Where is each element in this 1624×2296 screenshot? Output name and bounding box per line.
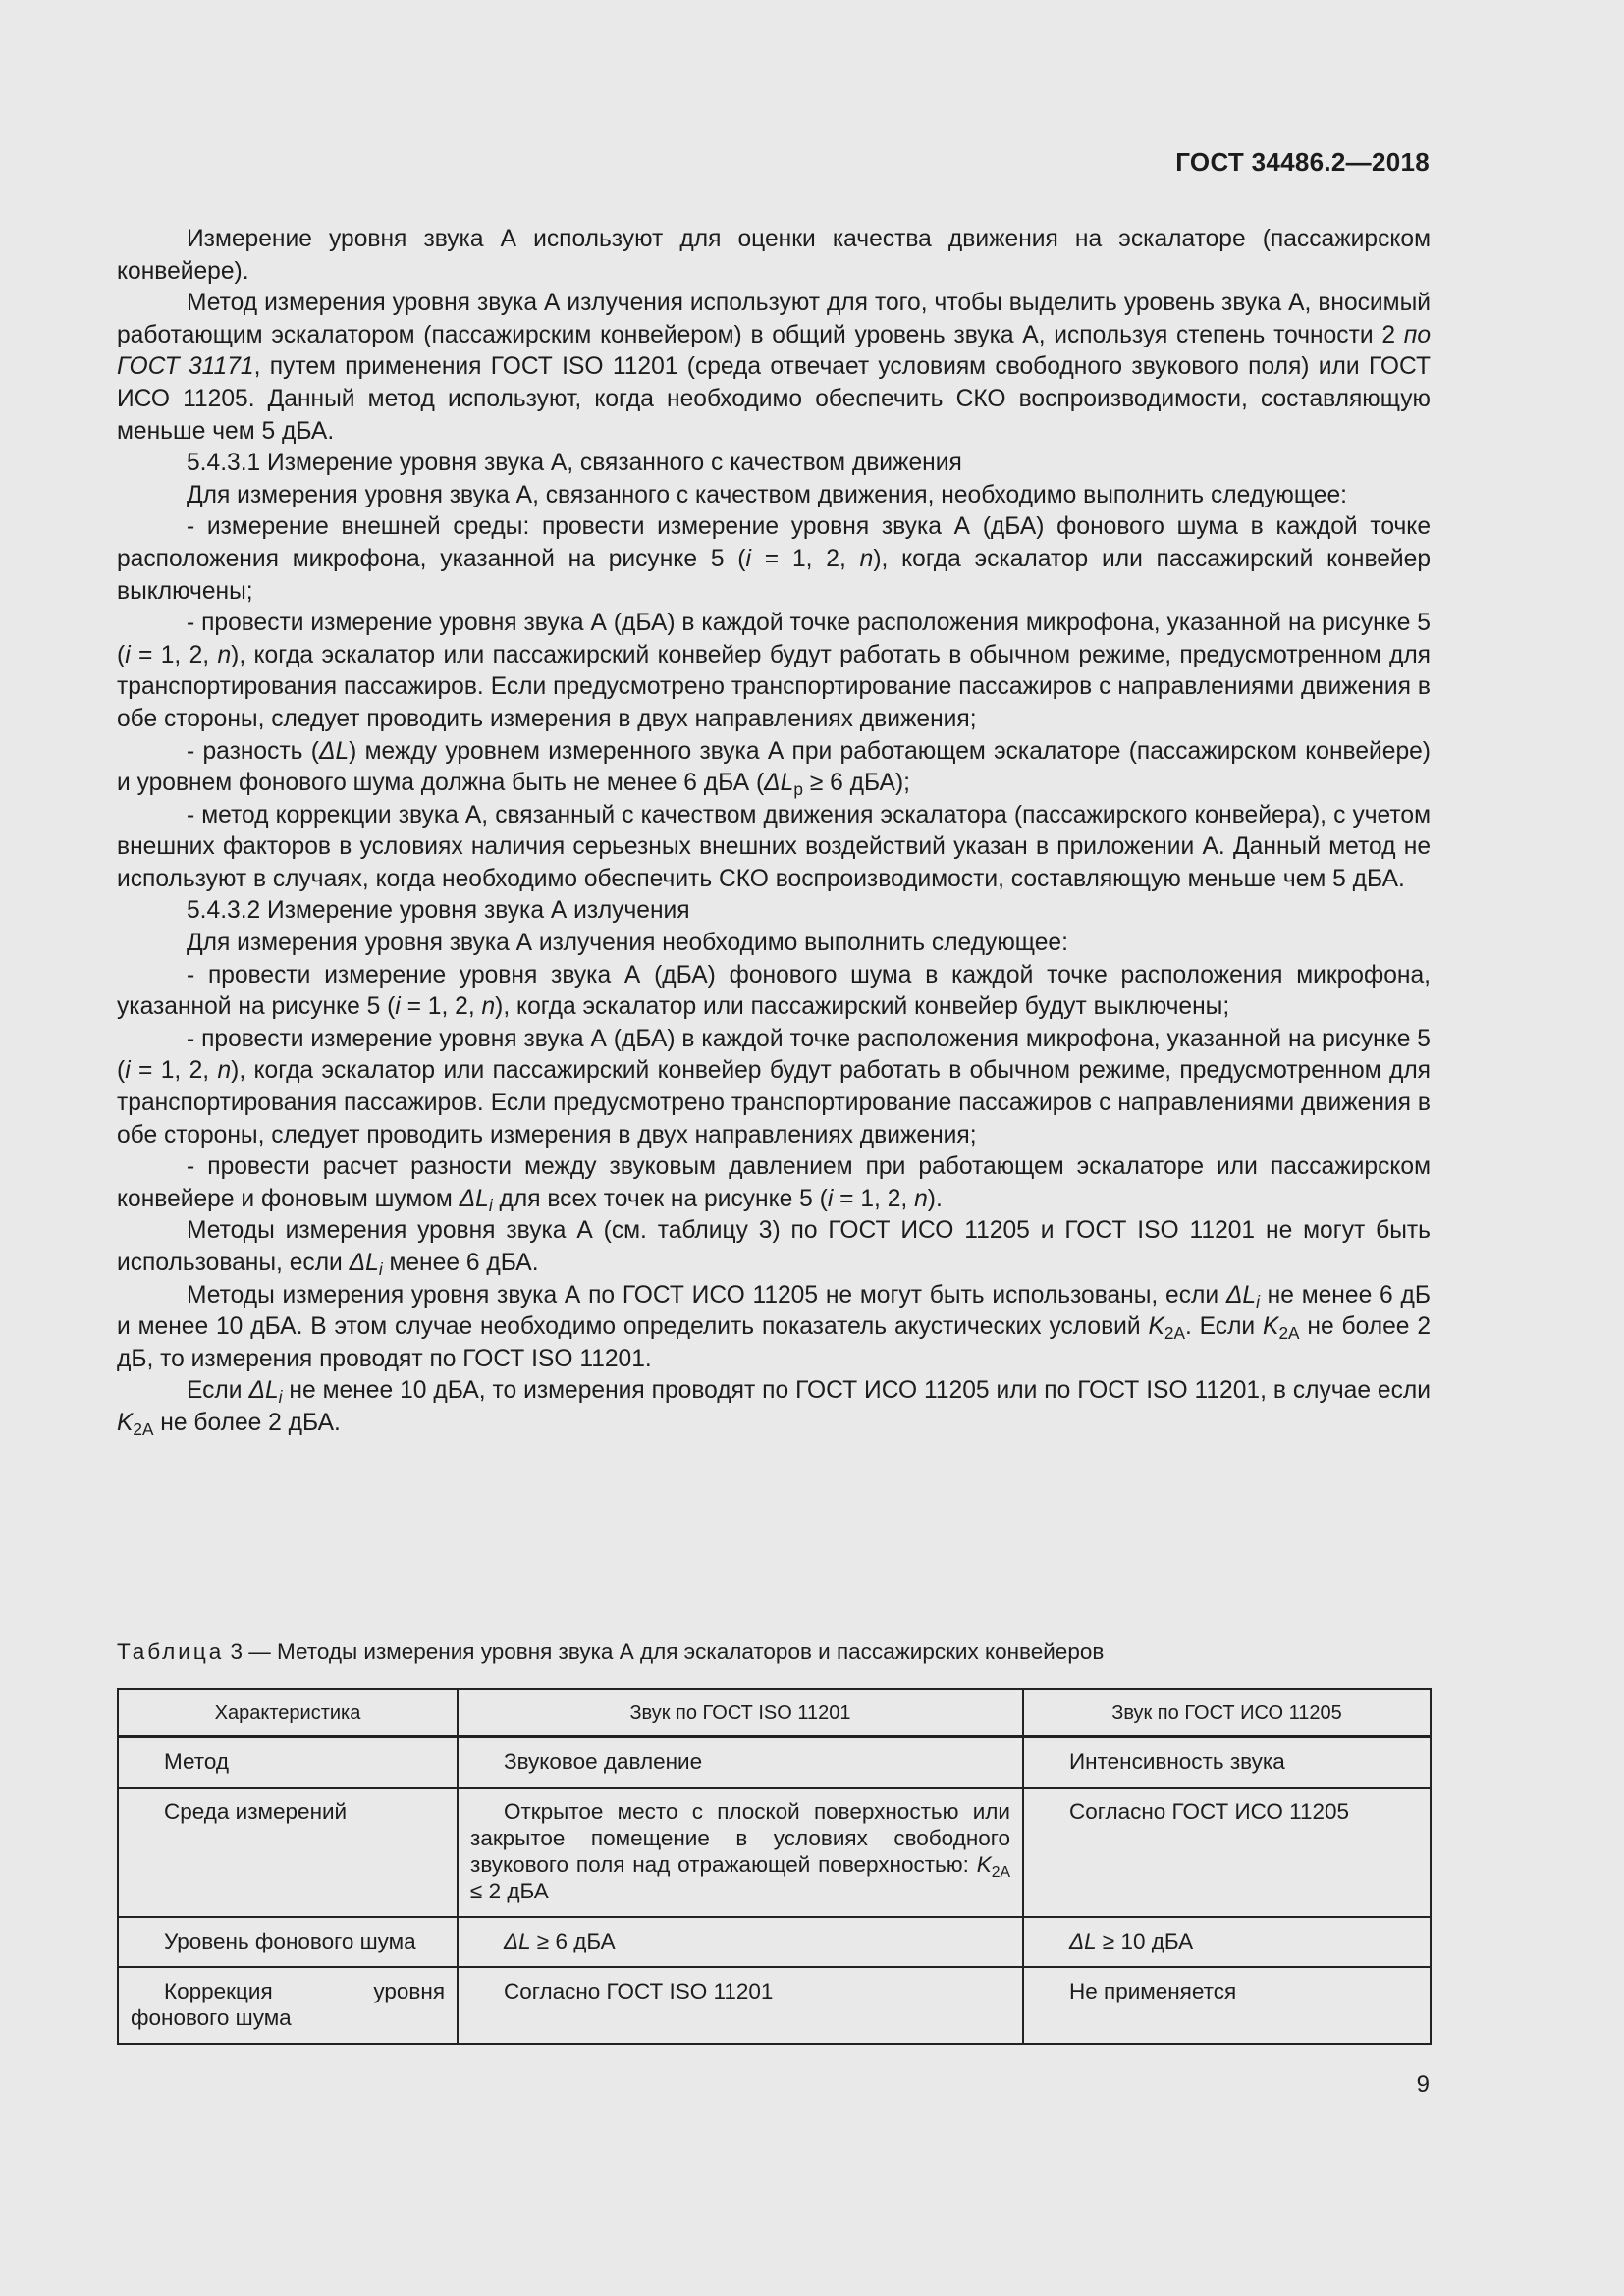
- cell-text-part: ≥ 10 дБА: [1096, 1929, 1194, 1953]
- paragraph-text: не менее 10 дБА, то измерения проводят по ГОСТ ИСО 11205 или по ГОСТ ISO 11201, в случае если: [282, 1377, 1431, 1405]
- list-item-text: = 1, 2,: [400, 993, 482, 1021]
- cell-text: [470, 1798, 1010, 1904]
- math-subscript: i: [488, 1195, 493, 1215]
- list-item-text: для всех точек на рисунке 5 (: [492, 1185, 828, 1212]
- math-subscript: i: [378, 1259, 383, 1279]
- math-subscript: 2A: [133, 1418, 154, 1439]
- math-var: n: [481, 993, 496, 1021]
- math-subscript: i: [278, 1387, 283, 1408]
- paragraph-text: Измерение уровня звука А используют для оценки качества движения на эскалаторе (пассажирском конвейере).: [117, 226, 1431, 285]
- paragraph-text: не более 2 дБА.: [153, 1409, 341, 1436]
- table-cell: [458, 1736, 1023, 1788]
- list-item-text: = 1, 2,: [130, 641, 218, 668]
- table-cell: [118, 1788, 458, 1917]
- list-item-text: ), когда эскалатор или пассажирский конвейер выключены;: [117, 545, 1432, 605]
- table-cell: [118, 1967, 458, 2044]
- table-row: [118, 1917, 1431, 1967]
- paragraph-text: , путем применения ГОСТ ISO 11201 (среда отвечает условиям свободного звукового поля) или ГОСТ ИСО 11205. Данный метод используют, когда необходимо обеспечить СКО воспроизводимости, составляющую меньше чем 5 дБА.: [117, 353, 1431, 445]
- list-item-text: = 1, 2,: [833, 1185, 915, 1212]
- math-subscript: 2A: [1164, 1323, 1185, 1344]
- list-item: [117, 736, 1431, 800]
- list-item-text: ), когда эскалатор или пассажирский конвейер будут работать в обычном режиме, предусмотренном для транспортирования пассажиров. Если предусмотрено транспортирование пассажиров с направлениями движения в обе стороны, следует проводить измерения в двух направлениях движения;: [117, 641, 1432, 732]
- math-subscript: 2A: [991, 1864, 1010, 1881]
- table-cell: [1023, 1967, 1431, 2044]
- paragraph-text: Для измерения уровня звука А, связанного с качеством движения, необходимо выполнить следующее:: [187, 481, 1347, 508]
- cell-text: Не применяется: [1069, 1979, 1237, 2003]
- math-var: K: [117, 1409, 134, 1436]
- list-item-text: - провести расчет разности между звуковым давлением при работающем эскалаторе или пассажирском конвейере и фоновым шумом: [117, 1153, 1431, 1212]
- table-header-row: [118, 1689, 1431, 1736]
- list-item-text: - метод коррекции звука А, связанный с качеством движения эскалатора (пассажирского конвейера), с учетом внешних факторов в условиях наличия серьезных внешних воздействий указан в приложении А. Данный метод не используют в случаях, когда необходимо обеспечить СКО воспроизводимости, составляющую меньше чем 5 дБА.: [117, 801, 1431, 892]
- table-cell: [458, 1788, 1023, 1917]
- math-var: i: [745, 545, 751, 572]
- list-item-text: ), когда эскалатор или пассажирский конвейер будут работать в обычном режиме, предусмотренном для транспортирования пассажиров. Если предусмотрено транспортирование пассажиров с направлениями движения в обе стороны, следует проводить измерения в двух направлениях движения;: [117, 1057, 1432, 1148]
- standard-reference: по ГОСТ 31171: [117, 321, 1431, 381]
- paragraph: [117, 480, 1431, 512]
- math-var: n: [859, 545, 874, 572]
- math-var: i: [125, 641, 131, 668]
- paragraph-text: Методы измерения уровня звука А по ГОСТ ИСО 11205 не могут быть использованы, если: [187, 1281, 1226, 1308]
- math-var: ΔL: [1225, 1281, 1257, 1308]
- table-caption: [117, 1639, 1104, 1665]
- paragraph: [117, 224, 1431, 288]
- math-var: K: [1263, 1313, 1279, 1341]
- table-cell: [118, 1736, 458, 1788]
- math-var: ΔL: [248, 1377, 279, 1405]
- paragraph-text: не более 2 дБ, то измерения проводят по ГОСТ ISO 11201.: [117, 1313, 1431, 1372]
- list-item: [117, 511, 1431, 608]
- cell-text: Коррекция уровня фонового шума: [131, 1979, 445, 2030]
- paragraph-text: . Если: [1184, 1313, 1264, 1341]
- standard-header: ГОСТ 34486.2—2018: [1175, 147, 1430, 177]
- list-item-text: = 1, 2,: [750, 545, 860, 572]
- list-item-text: ) между уровнем измеренного звука А при работающем эскалаторе (пассажирском конвейере) и уровнем фонового шума должна быть не менее 6 дБА (: [117, 737, 1431, 797]
- cell-text: Согласно ГОСТ ИСО 11205: [1069, 1799, 1350, 1824]
- table-header-cell: Характеристика: [118, 1689, 458, 1736]
- section-heading-5-4-3-2: [117, 895, 1431, 928]
- cell-text: Звуковое давление: [504, 1749, 703, 1774]
- table-header-cell: Звук по ГОСТ ИСО 11205: [1023, 1689, 1431, 1736]
- list-item-text: - провести измерение уровня звука А (дБА) в каждой точке расположения микрофона, указанной на рисунке 5 (: [117, 1025, 1431, 1085]
- list-item-text: = 1, 2,: [130, 1057, 218, 1085]
- list-item: [117, 1151, 1431, 1215]
- section-heading-5-4-3-1: [117, 448, 1431, 480]
- table-cell: [1023, 1736, 1431, 1788]
- table-row: [118, 1788, 1431, 1917]
- math-var: i: [827, 1185, 834, 1212]
- paragraph-text: Для измерения уровня звука А излучения необходимо выполнить следующее:: [187, 930, 1068, 957]
- math-var: n: [217, 641, 232, 668]
- section-heading-text: 5.4.3.2 Измерение уровня звука А излучения: [187, 897, 690, 925]
- list-item-text: - измерение внешней среды: провести измерение уровня звука А (дБА) фонового шума в каждой точке расположения микрофона, указанной на рисунке 5 (: [117, 513, 1431, 572]
- cell-text: Метод: [164, 1749, 229, 1774]
- math-var: n: [217, 1057, 232, 1085]
- math-var: ΔL: [459, 1185, 489, 1212]
- list-item: [117, 608, 1431, 735]
- table-header-cell: Звук по ГОСТ ISO 11201: [458, 1689, 1023, 1736]
- list-item-text: - провести измерение уровня звука А (дБА) в каждой точке расположения микрофона, указанной на рисунке 5 (: [117, 610, 1431, 668]
- cell-text: Уровень фонового шума: [164, 1929, 416, 1953]
- cell-text-part: Открытое место с плоской поверхностью или закрытое помещение в условиях свободного звукового поля над отражающей поверхностью:: [470, 1799, 1010, 1877]
- list-item-text: ), когда эскалатор или пассажирский конвейер будут выключены;: [495, 993, 1230, 1021]
- cell-text: [470, 1928, 1010, 1954]
- table-row: [118, 1967, 1431, 2044]
- paragraph: [117, 928, 1431, 960]
- cell-text-part: ≤ 2 дБА: [470, 1879, 549, 1903]
- cell-text-part: ≥ 6 дБА: [530, 1929, 616, 1953]
- list-item: [117, 1024, 1431, 1151]
- cell-text: [1036, 1928, 1418, 1954]
- paragraph-text: Метод измерения уровня звука А излучения используют для того, чтобы выделить уровень звука А, вносимый работающим эскалатором (пассажирским конвейером) в общий уровень звука А, используя степень точности 2: [117, 290, 1431, 348]
- math-var: ΔL: [764, 770, 794, 797]
- list-item-text: ≥ 6 дБА);: [802, 770, 910, 797]
- math-subscript: i: [1256, 1291, 1260, 1311]
- list-item-text: - провести измерение уровня звука А (дБА) фонового шума в каждой точке расположения микрофона, указанной на рисунке 5 (: [117, 961, 1431, 1021]
- math-var: ΔL: [349, 1250, 379, 1276]
- paragraph-text: Если: [187, 1377, 249, 1405]
- paragraph-text: Методы измерения уровня звука А (см. таблицу 3) по ГОСТ ИСО 11205 и ГОСТ ISO 11201 не могут быть использованы, если: [117, 1217, 1431, 1276]
- table-cell: [1023, 1788, 1431, 1917]
- math-var: i: [125, 1057, 131, 1085]
- paragraph: [117, 1215, 1431, 1279]
- cell-text: Согласно ГОСТ ISO 11201: [504, 1979, 774, 2003]
- body-text: [117, 224, 1431, 1440]
- math-var: i: [395, 993, 401, 1021]
- section-heading-text: 5.4.3.1 Измерение уровня звука А, связанного с качеством движения: [187, 450, 962, 477]
- paragraph-text: не менее 6 дБ и менее 10 дБА. В этом случае необходимо определить показатель акустических условий: [117, 1281, 1431, 1341]
- table-cell: [1023, 1917, 1431, 1967]
- cell-text: Среда измерений: [164, 1799, 348, 1824]
- methods-table: [117, 1688, 1432, 2045]
- math-subscript: 2A: [1278, 1323, 1300, 1344]
- table-cell: [458, 1917, 1023, 1967]
- list-item: [117, 800, 1431, 896]
- math-var: K: [976, 1852, 992, 1877]
- math-var: ΔL: [504, 1929, 531, 1953]
- table-caption-text: 3 — Методы измерения уровня звука А для эскалаторов и пассажирских конвейеров: [230, 1639, 1105, 1664]
- paragraph: [117, 1375, 1431, 1439]
- paragraph: [117, 288, 1431, 448]
- math-var: ΔL: [1069, 1929, 1097, 1953]
- paragraph: [117, 1280, 1431, 1376]
- list-item-text: ).: [927, 1185, 943, 1212]
- table-caption-label: Таблица: [117, 1639, 225, 1664]
- cell-text: Интенсивность звука: [1069, 1749, 1285, 1774]
- math-subscript: p: [793, 779, 803, 800]
- table-row: [118, 1736, 1431, 1788]
- paragraph-text: менее 6 дБА.: [382, 1250, 539, 1276]
- math-var: K: [1148, 1313, 1164, 1341]
- table-cell: [118, 1917, 458, 1967]
- list-item: [117, 960, 1431, 1024]
- page-number: 9: [1416, 2071, 1430, 2098]
- table-cell: [458, 1967, 1023, 2044]
- list-item-text: - разность (: [187, 737, 319, 765]
- math-var: ΔL: [318, 737, 350, 765]
- math-var: n: [914, 1185, 928, 1212]
